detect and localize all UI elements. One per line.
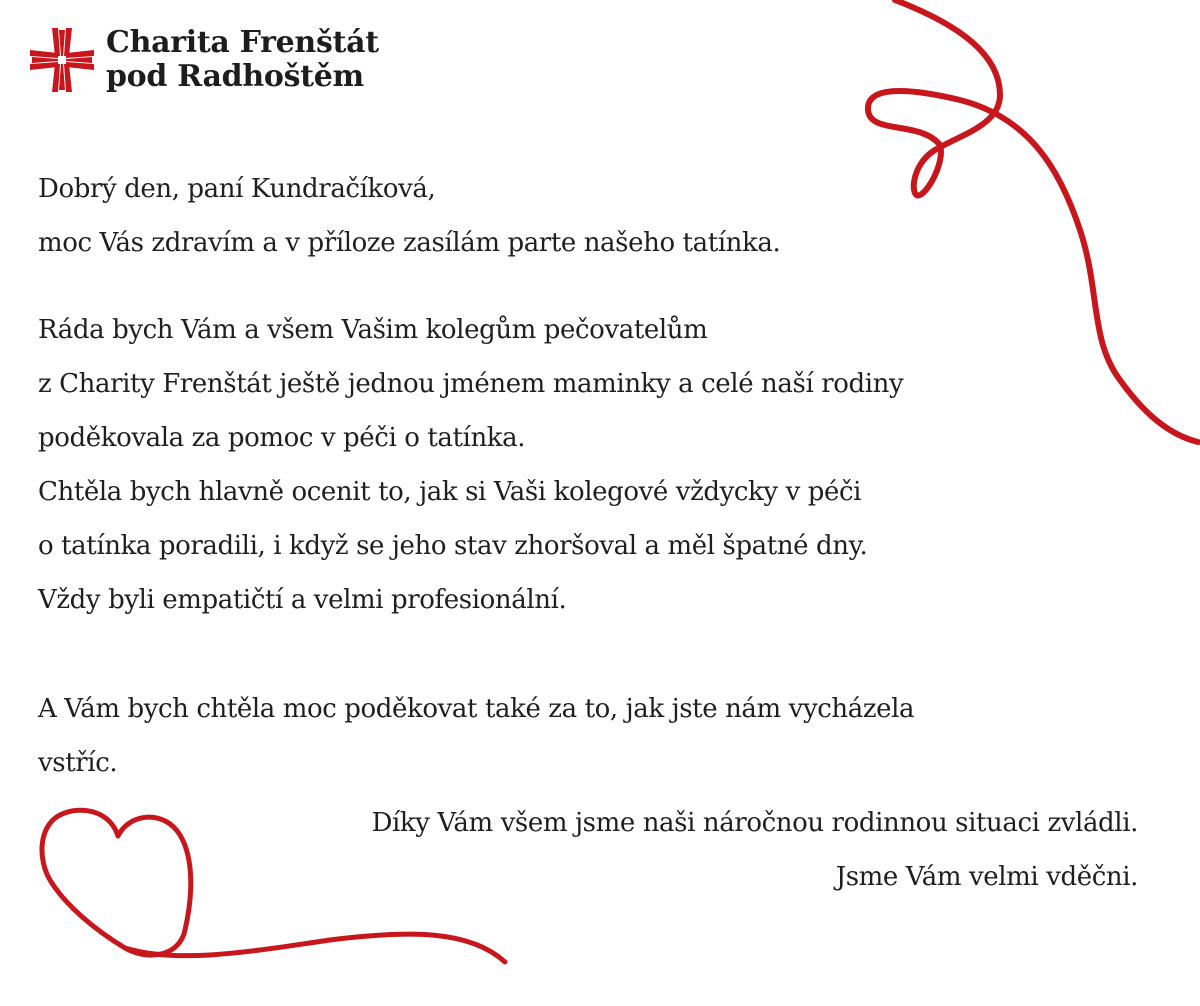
organization-name: [106, 26, 379, 94]
letter-body: [38, 162, 1138, 790]
paragraph-line: z Charity Frenštát ještě jednou jménem maminky a celé naší rodiny: [38, 369, 904, 399]
caritas-cross-icon: [28, 26, 96, 94]
organization-name-line1: Charita Frenštát: [106, 25, 379, 60]
greeting-line: moc Vás zdravím a v příloze zasílám parte našeho tatínka.: [38, 228, 781, 258]
paragraph-line: vstříc.: [38, 748, 118, 778]
paragraph-line: poděkovala za pomoc v péči o tatínka.: [38, 423, 526, 453]
organization-name-line2: pod Radhoštěm: [106, 59, 364, 94]
heart-outline-icon: [42, 810, 191, 955]
paragraph-gap: [38, 270, 1138, 303]
heart-tail-icon: [125, 934, 505, 962]
paragraph-line: A Vám bych chtěla moc poděkovat také za to, jak jste nám vycházela: [38, 694, 915, 724]
greeting-line: Dobrý den, paní Kundračíková,: [38, 174, 436, 204]
paragraph-gap: [38, 627, 1138, 682]
organization-logo: [28, 26, 379, 94]
paragraph-line: Ráda bych Vám a všem Vašim kolegům pečovatelům: [38, 315, 708, 345]
closing-line: Díky Vám všem jsme naši náročnou rodinnou situaci zvládli.: [371, 808, 1138, 838]
paragraph-line: o tatínka poradili, i když se jeho stav zhoršoval a měl špatné dny.: [38, 531, 868, 561]
paragraph-line: Vždy byli empatičtí a velmi profesionální.: [38, 585, 567, 615]
letter-closing: [372, 796, 1138, 904]
closing-line: Jsme Vám velmi vděčni.: [835, 862, 1138, 892]
paragraph-line: Chtěla bych hlavně ocenit to, jak si Vaši kolegové vždycky v péči: [38, 477, 862, 507]
